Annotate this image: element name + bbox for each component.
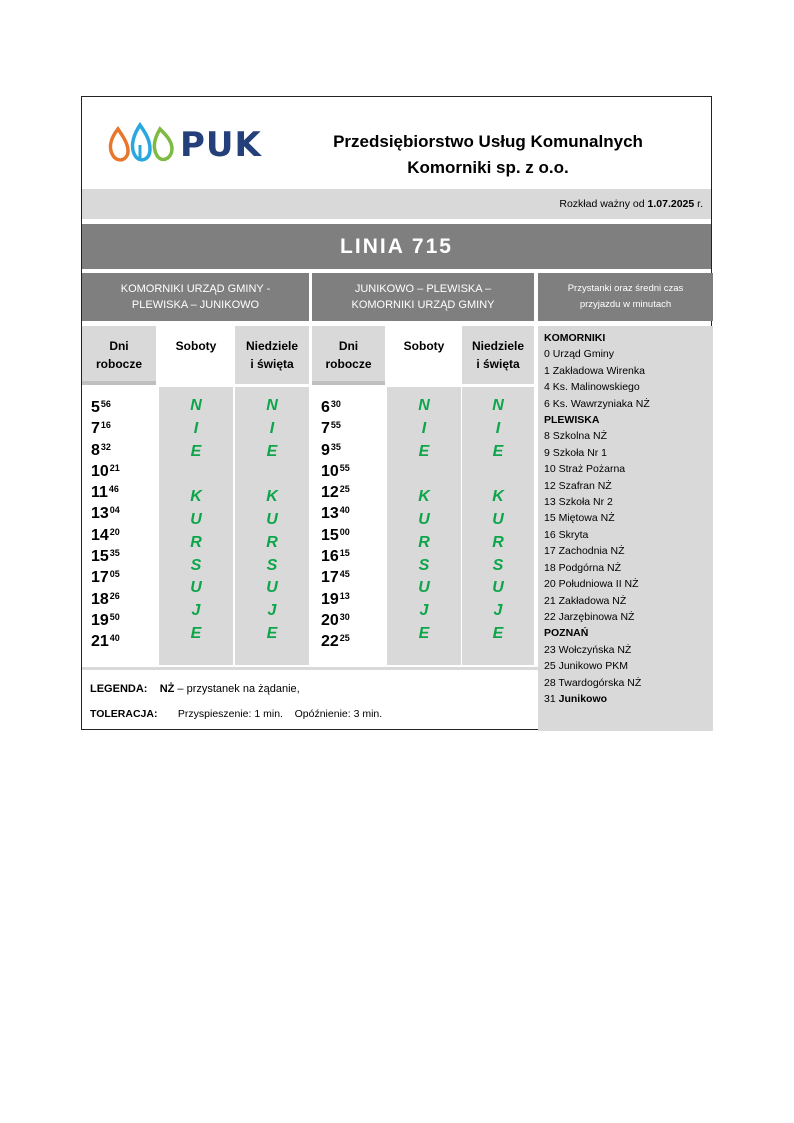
stop-item [544,445,713,461]
col-sundays-1 [235,326,309,384]
departure-minute: 55 [339,462,350,473]
no-service-letter: R [492,533,504,551]
departure-time [321,631,385,652]
no-service-letter: E [418,442,430,460]
departure-time [321,525,385,546]
departure-minute: 45 [339,569,350,580]
dir2-line1: JUNIKOWO – PLEWISKA – [354,283,492,295]
no-service-text [387,395,461,646]
departure-time [321,546,385,567]
departure-minute: 26 [109,590,120,601]
departure-hour: 5 [91,399,100,416]
stops-area-heading [544,330,713,346]
times-dir2-weekdays [312,387,385,665]
dir1-line2: PLEWISKA – JUNIKOWO [131,299,260,311]
stop-text: 21 Zakładowa NŻ [544,594,627,607]
departure-time [321,610,385,631]
saturdays-dir1 [159,387,233,665]
no-service-letter: N [190,397,202,414]
departure-time [91,567,156,588]
tolerance-late: Opóźnienie: 3 min. [294,708,383,720]
col-label: robocze [95,357,142,371]
direction-1-header [82,273,309,321]
departure-time [91,631,156,652]
stop-item [544,379,713,395]
stop-item [544,560,713,576]
legend-code: NŻ [159,683,175,695]
stops-area-heading [544,412,713,428]
departure-minute: 13 [339,590,350,601]
departure-hour: 17 [321,569,339,587]
departure-minute: 21 [109,462,120,473]
no-service-letter: E [266,442,278,460]
stop-item [544,478,713,494]
no-service-letter: R [266,533,278,551]
no-service-letter: J [419,602,429,620]
stop-text: POZNAŃ [544,627,589,640]
no-service-letter [235,463,309,486]
no-service-letter: S [266,556,278,574]
stop-text: KOMORNIKI [544,332,606,344]
departure-time [91,589,156,610]
departure-hour: 17 [91,569,109,587]
direction-2-header [312,273,534,321]
no-service-letter: U [190,579,202,597]
no-service-letter: J [267,602,277,620]
stop-text: 17 Zachodnia NŻ [544,545,625,558]
col-label: Dni [109,339,129,353]
departure-time [321,589,385,610]
departure-hour: 16 [321,548,339,566]
no-service-letter: S [492,556,504,574]
stop-text: 23 Wołczyńska NŻ [544,643,632,656]
departure-hour: 15 [321,526,339,544]
dir1-line1: KOMORNIKI URZĄD GMINY - [120,283,271,295]
no-service-letter: I [495,419,501,437]
header [82,97,711,189]
stop-text: 25 Junikowo PKM [544,660,629,673]
departure-hour: 10 [321,462,339,480]
departure-hour: 9 [321,441,330,459]
stop-text: 12 Szafran NŻ [544,479,612,492]
no-service-text [235,395,309,646]
times-dir1-weekdays [82,387,156,665]
no-service-letter: N [266,397,278,414]
col-label: Soboty [403,339,445,353]
stops-header [538,273,713,321]
no-service-letter: U [266,579,278,597]
col-label: Niedziele [471,339,525,353]
stop-item [544,658,713,674]
stop-item [544,593,713,609]
no-service-letter: E [190,624,202,642]
stop-text: 4 Ks. Malinowskiego [544,381,640,394]
stop-text: 0 Urząd Gminy [544,348,615,361]
no-service-letter: U [492,579,504,597]
stop-item [544,363,713,379]
no-service-letter: I [193,419,199,437]
departure-time [321,461,385,482]
times-list [312,387,385,653]
stops-panel [538,326,713,731]
sundays-dir2 [462,387,534,665]
stop-text: 6 Ks. Wawrzyniaka NŻ [544,397,650,410]
departure-minute: 00 [339,526,350,537]
departure-time [321,397,385,418]
no-service-letter [462,463,534,486]
departure-hour: 6 [321,399,330,416]
col-sundays-2 [462,326,534,384]
company-line-1: Przedsiębiorstwo Usług Komunalnych [333,132,643,151]
departure-minute: 30 [339,611,350,622]
departure-time [91,546,156,567]
departure-time [321,482,385,503]
stop-item [544,609,713,625]
stop-item [544,675,713,691]
times-list [82,387,156,653]
validity-prefix: Rozkład ważny od [559,198,648,210]
departure-minute: 04 [109,505,120,516]
no-service-letter: R [190,533,202,551]
col-label: i święta [476,357,520,371]
tolerance-label: TOLERACJA: [90,708,158,720]
legend-desc: – przystanek na żądanie, [174,683,300,695]
departure-minute: 25 [339,484,350,495]
no-service-letter: S [190,556,202,574]
no-service-letter [159,463,233,486]
validity-date: 1.07.2025 [647,198,695,210]
departure-minute: 35 [109,548,120,559]
departure-minute: 40 [339,505,350,516]
company-line-2: Komorniki sp. z o.o. [407,158,569,177]
stop-item [544,346,713,362]
departure-minute: 20 [109,526,120,537]
legend [90,683,300,695]
no-service-letter: J [191,602,201,620]
departure-hour: 21 [91,633,109,651]
header-separator [312,381,385,385]
stop-text: 1 Zakładowa Wirenka [544,364,645,377]
company-name [298,129,678,181]
stop-text: 8 Szkolna NŻ [544,430,608,443]
departure-time [321,418,385,439]
no-service-letter: U [492,510,504,528]
header-separator [82,381,156,385]
no-service-letter [387,463,461,486]
departure-minute: 35 [330,441,341,452]
departure-minute: 50 [109,611,120,622]
stop-item [544,576,713,592]
no-service-letter: K [418,488,430,506]
validity-suffix: r. [694,198,703,210]
puk-logo [104,121,264,169]
departure-time [321,567,385,588]
stop-item [544,691,713,707]
no-service-letter: R [418,533,430,551]
departure-time [91,418,156,439]
no-service-letter: J [493,602,503,620]
col-saturdays-2 [387,326,461,384]
stop-text: 20 Południowa II NŻ [544,578,639,591]
col-label: Dni [338,339,359,353]
departure-hour: 10 [91,462,109,480]
validity-bar [82,189,711,219]
stop-bold-text: Junikowo [558,692,608,705]
departure-time [321,440,385,461]
stops-area-heading [544,625,713,641]
departure-hour: 13 [91,505,109,523]
departure-minute: 32 [100,441,111,452]
departure-hour: 14 [91,526,109,544]
stops-header-line2: przyjazdu w minutach [579,299,672,310]
legend-label: LEGENDA: [90,683,148,695]
no-service-letter: I [269,419,275,437]
no-service-letter: E [492,442,504,460]
stop-text: 9 Szkoła Nr 1 [544,446,608,459]
sundays-dir1 [235,387,309,665]
no-service-letter: K [492,488,504,506]
no-service-letter: E [492,624,504,642]
stop-text: 28 Twardogórska NŻ [544,676,642,689]
no-service-letter: I [421,419,427,437]
stop-text: 31 [544,692,559,705]
no-service-letter: S [418,556,430,574]
stops-header-line1: Przystanki oraz średni czas [567,283,684,294]
tolerance-early: Przyspieszenie: 1 min. [177,708,283,720]
departure-hour: 22 [321,633,339,651]
col-saturdays-1 [159,326,233,384]
tolerance [90,708,382,720]
departure-minute: 55 [330,420,341,431]
departure-hour: 20 [321,611,339,629]
departure-hour: 7 [91,420,100,438]
stop-item [544,494,713,510]
departure-hour: 8 [91,441,100,459]
saturdays-dir2 [387,387,461,665]
no-service-letter: U [266,510,278,528]
col-label: robocze [325,357,372,371]
departure-minute: 46 [108,484,119,495]
stop-text: 10 Straż Pożarna [544,463,626,476]
col-label: Niedziele [245,339,299,353]
dir2-line2: KOMORNIKI URZĄD GMINY [351,299,495,311]
stop-text: 16 Skryta [544,528,589,541]
departure-time [91,461,156,482]
stop-text: 15 Miętowa NŻ [544,512,615,525]
line-title: LINIA 715 [82,224,711,269]
stop-text: 18 Podgórna NŻ [544,561,622,574]
no-service-letter: U [190,510,202,528]
no-service-letter: E [418,624,430,642]
stop-item [544,642,713,658]
stop-text: 22 Jarzębinowa NŻ [544,610,635,623]
col-weekdays-2 [312,326,385,384]
no-service-letter: U [418,579,430,597]
stop-item [544,461,713,477]
stop-item [544,510,713,526]
departure-hour: 12 [321,484,339,502]
departure-hour: 15 [91,548,109,566]
logo-text: PUK [180,125,262,165]
stop-text: 13 Szkoła Nr 2 [544,496,613,509]
timetable-frame [81,96,712,730]
departure-hour: 18 [91,590,109,608]
water-drops-icon [104,121,178,169]
col-label: i święta [250,357,294,371]
no-service-text [462,395,534,646]
stop-text: PLEWISKA [544,414,600,427]
departure-minute: 05 [109,569,120,580]
departure-time [91,397,156,418]
col-weekdays-1 [82,326,156,384]
no-service-letter: N [492,397,504,414]
departure-time [91,503,156,524]
departure-time [91,525,156,546]
departure-time [91,440,156,461]
departure-minute: 40 [109,633,120,644]
departure-hour: 13 [321,505,339,523]
stop-item [544,428,713,444]
no-service-letter: U [418,510,430,528]
stops-list [538,326,713,707]
departure-hour: 19 [91,611,109,629]
departure-hour: 11 [91,484,108,502]
departure-time [91,482,156,503]
departure-minute: 15 [339,548,350,559]
departure-minute: 56 [100,399,111,409]
departure-minute: 25 [339,633,350,644]
bottom-separator [82,667,538,670]
departure-time [91,610,156,631]
departure-minute: 30 [330,399,341,409]
stop-item [544,543,713,559]
no-service-letter: N [418,397,430,414]
no-service-letter: E [266,624,278,642]
col-label: Soboty [175,339,217,353]
departure-minute: 16 [100,420,111,431]
stop-item [544,396,713,412]
departure-hour: 7 [321,420,330,438]
no-service-letter: K [190,488,202,506]
stop-item [544,527,713,543]
no-service-text [159,395,233,646]
no-service-letter: E [190,442,202,460]
departure-hour: 19 [321,590,339,608]
departure-time [321,503,385,524]
no-service-letter: K [266,488,278,506]
validity-text [559,198,703,210]
